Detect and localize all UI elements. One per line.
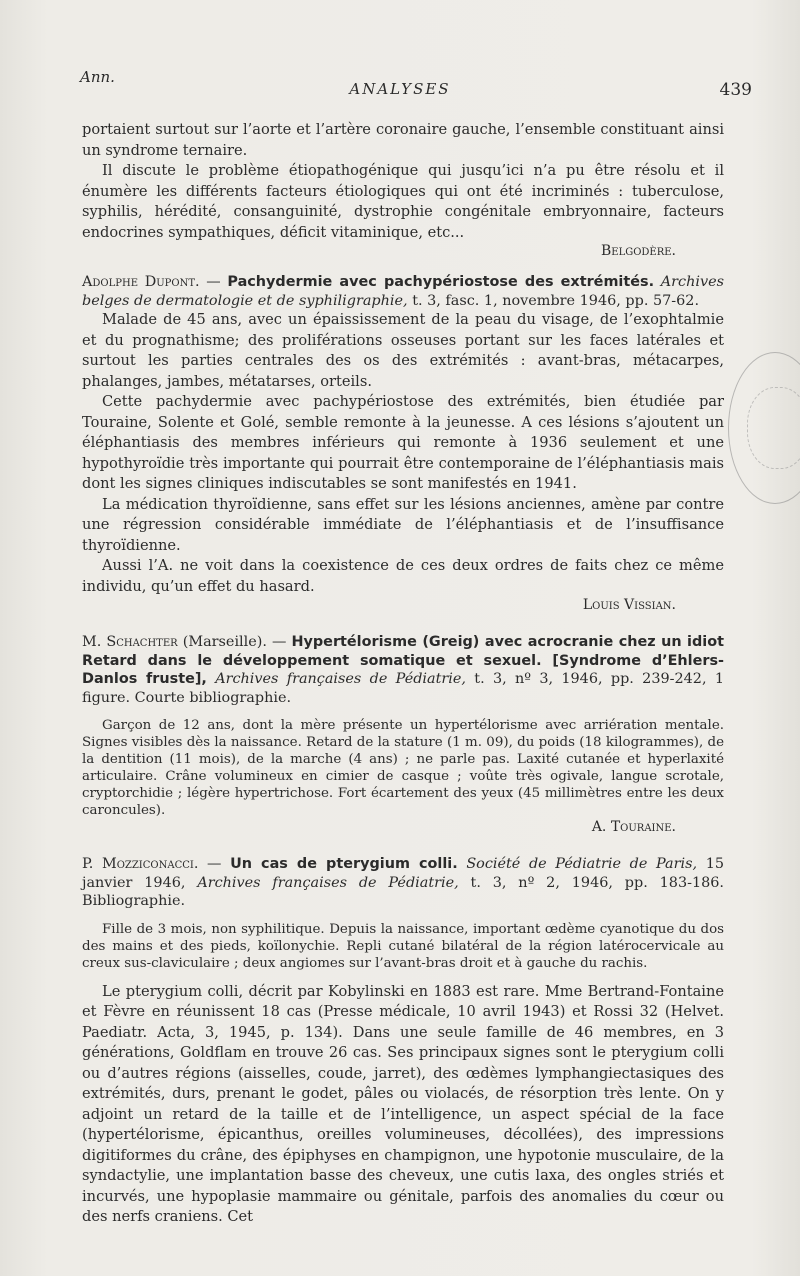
- author-location: (Marseille).: [182, 634, 267, 650]
- paragraph: Aussi l’A. ne voit dans la coexistence de ces deux ordres de faits chez ce même individu, qu’un effet du hasard.: [82, 557, 724, 595]
- author: Adolphe Dupont.: [82, 274, 200, 290]
- article-reference: P. Mozziconacci. — Un cas de pterygium colli. Société de Pédiatrie de Paris, 15 janvier 1946, Archives françaises de Pédiatrie, t. 3, nº 2, 1946, pp. 183-186. Bibliographie.: [82, 856, 725, 909]
- journal-name: Archives belges de dermatologie et de syphiligraphie,: [82, 274, 724, 309]
- paragraph: La médication thyroïdienne, sans effet sur les lésions anciennes, amène par contre une régression considérable immédiate de l’éléphantiasis et de l’insuffisance thyroïdienne.: [82, 495, 724, 554]
- reference-details: t. 3, nº 2, 1946, pp. 183-186. Bibliographie.: [82, 874, 724, 909]
- reference-details: t. 3, nº 3, 1946, pp. 239-242, 1 figure. Courte bibliographie.: [82, 671, 724, 706]
- section-title: ANALYSES: [349, 80, 451, 98]
- reference-date: 15 janvier 1946,: [82, 856, 725, 891]
- reference-details: t. 3, fasc. 1, novembre 1946, pp. 57-62.: [412, 292, 700, 309]
- article-reference: Adolphe Dupont. — Pachydermie avec pachypériostose des extrémités. Archives belges de dermatologie et de syphiligraphie, t. 3, fasc. 1, novembre 1946, pp. 57-62.: [82, 274, 724, 309]
- library-stamp: [728, 352, 800, 504]
- page-header: [0, 62, 800, 112]
- journal-abbreviation: Ann.: [80, 68, 115, 86]
- signature: Belgodère.: [600, 243, 676, 259]
- paragraph: Garçon de 12 ans, dont la mère présente un hypertélorisme avec arriération mentale. Signes visibles dès la naissance. Retard de la stature (1 m. 09), du poids (18 kilogrammes), de la dentition (11 mois), de la marche (4 ans) ; ne parle pas. Laxité cutanée et hyperlaxité articulaire. Crâne volumineux en cimier de casque ; voûte très ogivale, langue scrotale, cryptorchidie ; légère hypertrichose. Fort écartement des yeux (45 millimètres entre les deux caroncules).: [82, 718, 724, 818]
- paragraph: Le pterygium colli, décrit par Kobylinski en 1883 est rare. Mme Bertrand-Fontaine et Fèvre en réunissent 18 cas (Presse médicale, 10 avril 1943) et Rossi 32 (Helvet. Paediatr. Acta, 3, 1945, p. 134). Dans une seule famille de 46 membres, en 3 générations, Goldflam en trouve 26 cas. Ses principaux signes sont le pterygium colli ou d’autres régions (aisselles, coude, jarret), des œdèmes lymphangiectasiques des extrémités, durs, prenant le godet, pâles ou violacés, de résorption très lente. On y adjoint un retard de la taille et de l’intelligence, un aspect spécial de la face (hypertélorisme, épicanthus, oreilles volumineuses, décollées), des impressions digitiformes du crâne, des épiphyses en champignon, une hypotonie musculaire, de la syndactylie, une implantation basse des cheveux, une cutis laxa, des ongles striés et incurvés, une hypoplasie mammaire ou génitale, parfois des anomalies du cœur ou des nerfs craniens. Cet: [82, 982, 724, 1225]
- society-name: Société de Pédiatrie de Paris,: [466, 856, 698, 872]
- page-number: 439: [719, 80, 752, 100]
- page-body: [82, 120, 724, 1228]
- paragraph: Cette pachydermie avec pachypériostose des extrémités, bien étudiée par Touraine, Solente et Golé, semble remonte à la jeunesse. A ces lésions s’ajoutent un éléphantiasis des membres inférieurs qui remonte à 1936 seulement et une hypothyroïdie très importante qui pourrait être contemporaine de l’éléphantiasis mais dont les signes cliniques indiscutables se sont manifestés en 1941.: [82, 393, 724, 492]
- article-title: Pachydermie avec pachypériostose des extrémités.: [227, 274, 655, 290]
- signature: Louis Vissian.: [582, 597, 676, 613]
- paragraph: Fille de 3 mois, non syphilitique. Depuis la naissance, important œdème cyanotique du dos des mains et des pieds, koïlonychie. Repli cutané bilatéral de la région latérocervicale au creux sus-claviculaire ; deux angiomes sur l’avant-bras droit et à gauche du rachis.: [82, 921, 724, 971]
- journal-name: Archives françaises de Pédiatrie,: [197, 874, 459, 891]
- signature: A. Touraine.: [591, 819, 676, 835]
- paragraph: portaient surtout sur l’aorte et l’artère coronaire gauche, l’ensemble constituant ainsi un syndrome ternaire.: [82, 121, 724, 159]
- paragraph: Il discute le problème étiopathogénique qui jusqu’ici n’a pu être résolu et il énumère les différents facteurs étiologiques qui ont été incriminés : tuberculose, syphilis, hérédité, consanguinité, dystrophie congénitale embryonnaire, facteurs endocrines sympathiques, déficit vitaminique, etc...: [82, 162, 724, 241]
- journal-name: Archives françaises de Pédiatrie,: [215, 671, 466, 687]
- paragraph: Malade de 45 ans, avec un épaississement de la peau du visage, de l’exophtalmie et du prognathisme; des proliférations osseuses portant sur les faces latérales et surtout les parties centrales des os des extrémités : avant-bras, métacarpes, phalanges, jambes, métatarses, orteils.: [82, 311, 724, 390]
- article-title: Un cas de pterygium colli.: [230, 856, 458, 872]
- author: M. Schachter: [82, 634, 178, 650]
- article-reference: M. Schachter (Marseille). — Hypertélorisme (Greig) avec acrocranie chez un idiot Retard dans le développement somatique et sexuel. [Syndrome d’Ehlers-Danlos fruste], Archives françaises de Pédiatrie, t. 3, nº 3, 1946, pp. 239-242, 1 figure. Courte bibliographie.: [82, 634, 724, 706]
- article-title: Hypertélorisme (Greig) avec acrocranie chez un idiot Retard dans le développement somatique et sexuel. [Syndrome d’Ehlers-Danlos fruste],: [82, 634, 724, 687]
- author: P. Mozziconacci.: [82, 856, 199, 872]
